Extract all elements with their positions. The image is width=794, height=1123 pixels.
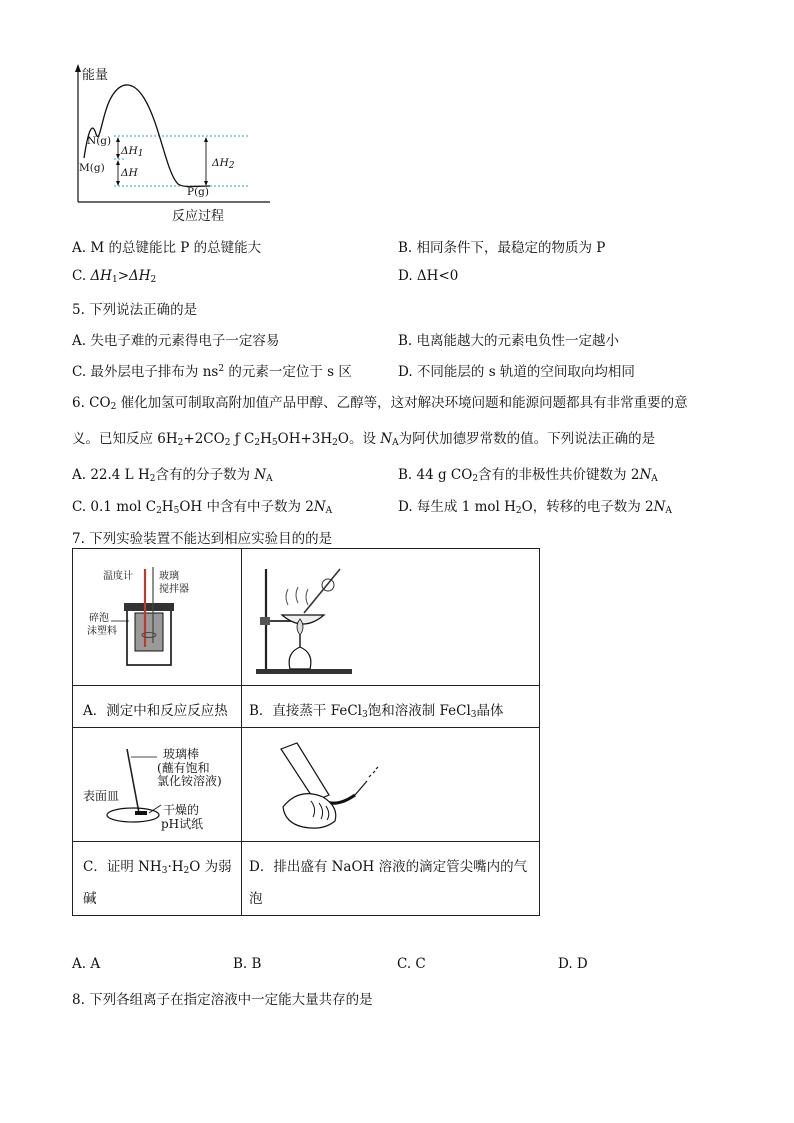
q5-option-a: A. 失电子难的元素得电子一定容易 — [72, 333, 280, 349]
m-label: M(g) — [79, 162, 105, 174]
q7-answer-b: B. B — [233, 956, 262, 972]
q6-option-c: C. 0.1 mol $C_2H_5OH$ 中含有中子数为 $2N_A$ — [72, 499, 333, 516]
calorimeter-lid — [124, 603, 174, 611]
q5-option-d: D. 不同能层的 s 轨道的空间取向均相同 — [398, 364, 635, 380]
x-axis-label: 反应过程 — [172, 209, 225, 224]
glass-rod-icon — [127, 749, 139, 813]
table-row-divider — [73, 841, 539, 842]
n-label: N(g) — [87, 135, 112, 147]
dh-label: ΔH — [121, 167, 138, 179]
evaporation-image — [248, 557, 368, 681]
q8-stem: 8. 下列各组离子在指定溶液中一定能大量共存的是 — [72, 992, 373, 1008]
watch-glass-icon — [107, 808, 159, 822]
label-watch-glass: 表面皿 — [83, 789, 120, 803]
table-vertical-divider — [241, 549, 242, 915]
cell-c-text-line2: 碱 — [83, 891, 97, 907]
dh1-arrow-up-icon — [116, 137, 120, 142]
dh-arrow-down-icon — [116, 181, 120, 186]
q7-answer-d: D. D — [558, 956, 588, 972]
q7-answer-a: A. A — [72, 956, 101, 972]
dh2-label: $\Delta H_2$ — [212, 157, 235, 171]
table-row-divider — [73, 727, 539, 728]
evaporating-dish-icon — [282, 615, 324, 624]
steam-icon — [286, 587, 308, 605]
q7-stem: 7. 下列实验装置不能达到相应实验目的的是 — [72, 531, 333, 547]
glass-rod-icon — [304, 569, 340, 613]
rod-tip-icon — [322, 579, 334, 591]
burette-tube-icon — [281, 743, 329, 801]
iron-stand-base — [256, 669, 352, 674]
label-thermometer: 温度计 — [103, 571, 133, 582]
q6-stem-line2: 义。已知反应 $6H_2+2CO_2$ ƒ $C_2H_5OH+3H_2O$。设 $N_A$为阿伏加德罗常数的值。下列说法正确的是 — [72, 431, 656, 448]
cell-c-text-line1: C．证明 $NH_3\cdot H_2O$ 为弱 — [83, 859, 232, 876]
q4-option-c: C. $\Delta H_1>\Delta H_2$ — [72, 268, 157, 285]
y-axis-label: 能量 — [82, 68, 109, 83]
label-foam-1: 碎泡 — [89, 613, 109, 624]
dh2-arrow-up-icon — [204, 137, 208, 142]
cell-b-text: B．直接蒸干 FeCl$_3$饱和溶液制 FeCl$_3$晶体 — [249, 703, 504, 720]
alcohol-lamp-icon — [289, 647, 311, 669]
q4-option-b: B. 相同条件下，最稳定的物质为 P — [398, 240, 606, 256]
ph-paper-icon — [135, 811, 147, 815]
q7-apparatus-table — [72, 548, 540, 916]
q6-stem-line1: 6. $CO_2$ 催化加氢可制取高附加值产品甲醇、乙醇等，这对解决环境问题和能源问题都具有非常重要的意 — [72, 395, 688, 412]
q7-answer-c: C. C — [397, 956, 426, 972]
cell-a-text: A．测定中和反应反应热 — [83, 703, 228, 719]
q4-option-d: D. ΔH<0 — [398, 268, 459, 284]
dh1-label: $\Delta H_1$ — [121, 145, 144, 159]
q5-option-b: B. 电离能越大的元素电负性一定越小 — [398, 333, 620, 349]
label-ph-paper: pH试纸 — [161, 817, 204, 831]
q5-stem: 5. 下列说法正确的是 — [72, 302, 198, 318]
q6-option-b: B. 44 g $CO_2$含有的非极性共价键数为 $2N_A$ — [398, 467, 658, 484]
label-foam-2: 沫塑料 — [87, 626, 117, 637]
dh1-arrow-down-icon — [116, 154, 120, 159]
q6-option-a: A. 22.4 L $H_2$含有的分子数为 $N_A$ — [72, 467, 273, 484]
burette-image — [263, 737, 383, 837]
label-stirrer: 搅拌器 — [159, 584, 189, 595]
label-dry: 干燥的 — [163, 803, 200, 817]
jet-tip-icon — [355, 781, 367, 795]
cell-d-text-line1: D．排出盛有 NaOH 溶液的滴定管尖嘴内的气 — [249, 859, 528, 875]
label-dipped: (蘸有饱和 — [157, 761, 210, 775]
y-axis-arrow-icon — [75, 64, 81, 72]
label-glass: 玻璃 — [159, 571, 179, 582]
clamp — [260, 617, 270, 625]
q6-option-d: D. 每生成 1 mol $H_2O$，转移的电子数为 $2N_A$ — [398, 499, 672, 516]
dh-arrow-up-icon — [116, 160, 120, 165]
label-glass-rod: 玻璃棒 — [163, 747, 200, 761]
cell-d-text-line2: 泡 — [249, 891, 263, 907]
label-nh4cl: 氯化铵溶液) — [157, 774, 222, 788]
q5-option-c: C. 最外层电子排布为 $ns^2$ 的元素一定位于 s 区 — [72, 364, 352, 380]
p-label: P(g) — [187, 186, 209, 198]
droplets-icon — [369, 767, 378, 777]
q4-option-a: A. M 的总键能比 P 的总键能大 — [72, 240, 262, 256]
table-row-divider — [73, 685, 539, 686]
